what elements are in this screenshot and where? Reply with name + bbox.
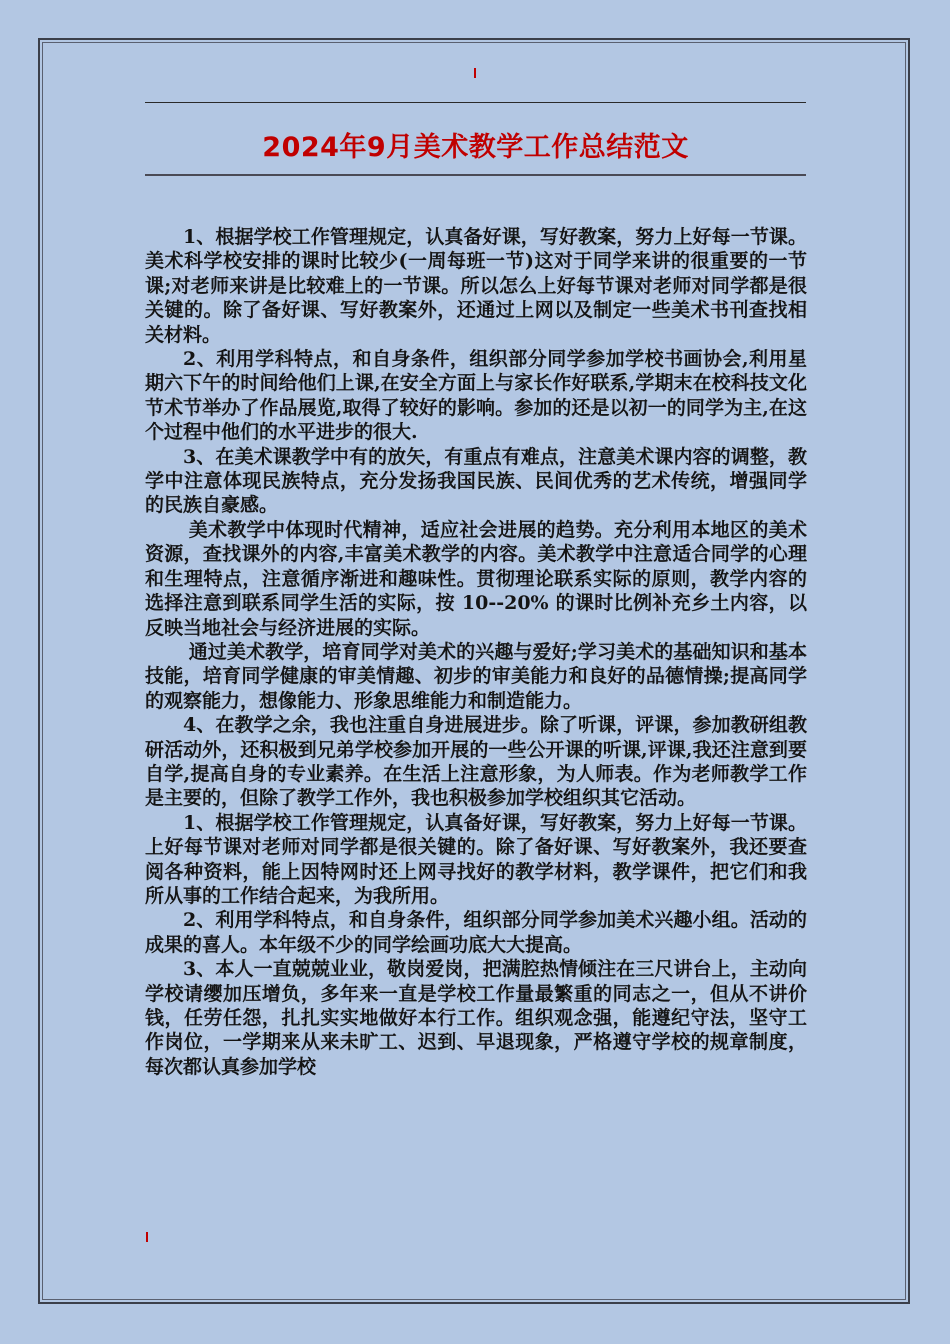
document-title: 2024年9月美术教学工作总结范文 [262,132,689,163]
header-rule [145,102,806,103]
paragraph: 4、在教学之余，我也注重自身进展进步。除了听课，评课，参加教研组教研活动外，还积极到兄弟学校参加开展的一些公开课的听课,评课,我还注意到要自学,提高自身的专业素养。在生活上注意形象，为人师表。作为老师教学工作是主要的，但除了教学工作外，我也积极参加学校组织其它活动。 [145,714,807,810]
paragraph: 2、利用学科特点，和自身条件，组织部分同学参加美术兴趣小组。活动的成果的喜人。本年级不少的同学绘画功底大大提高。 [145,909,807,956]
paragraph: 1、根据学校工作管理规定，认真备好课，写好教案，努力上好每一节课。上好每节课对老师对同学都是很关键的。除了备好课、写好教案外，我还要查阅各种资料，能上因特网时还上网寻找好的教学材料，教学课件，把它们和我所从事的工作结合起来，为我所用。 [145,811,807,907]
paragraph: 3、本人一直兢兢业业，敬岗爱岗，把满腔热情倾注在三尺讲台上，主动向学校请缨加压增负，多年来一直是学校工作量最繁重的同志之一，但从不讲价钱，任劳任怨，扎扎实实地做好本行工作。组织观念强，能遵纪守法，坚守工作岗位，一学期来从来未旷工、迟到、早退现象，严格遵守学校的规章制度，每次都认真参加学校 [145,958,807,1078]
footer-mark [146,1232,148,1242]
paragraph: 美术教学中体现时代精神，适应社会进展的趋势。充分利用本地区的美术资源，查找课外的内容,丰富美术教学的内容。美术教学中注意适合同学的心理和生理特点，注意循序渐进和趣味性。贯彻理论联系实际的原则，教学内容的选择注意到联系同学生活的实际，按 10--20% 的课时比例补充乡土内容，以反映当地社会与经济进展的实际。 [145,518,807,639]
header-mark [474,68,476,78]
document-body [145,225,807,1079]
paragraph: 2、利用学科特点，和自身条件，组织部分同学参加学校书画协会,利用星期六下午的时间给他们上课,在安全方面上与家长作好联系,学期末在校科技文化节术节举办了作品展览,取得了较好的影响。参加的还是以初一的同学为主,在这个过程中他们的水平进步的很大. [145,348,807,444]
title-rule [145,174,806,176]
paragraph: 3、在美术课教学中有的放矢，有重点有难点，注意美术课内容的调整，教学中注意体现民族特点，充分发扬我国民族、民间优秀的艺术传统，增强同学的民族自豪感。 [145,445,807,517]
paragraph: 通过美术教学，培育同学对美术的兴趣与爱好;学习美术的基础知识和基本技能，培育同学健康的审美情趣、初步的审美能力和良好的品德情操;提高同学的观察能力，想像能力、形象思维能力和制造能力。 [145,640,807,712]
paragraph: 1、根据学校工作管理规定，认真备好课，写好教案，努力上好每一节课。美术科学校安排的课时比较少(一周每班一节)这对于同学来讲的很重要的一节课;对老师来讲是比较难上的一节课。所以怎么上好每节课对老师对同学都是很关键的。除了备好课、写好教案外，还通过上网以及制定一些美术书刊查找相关材料。 [145,226,807,346]
